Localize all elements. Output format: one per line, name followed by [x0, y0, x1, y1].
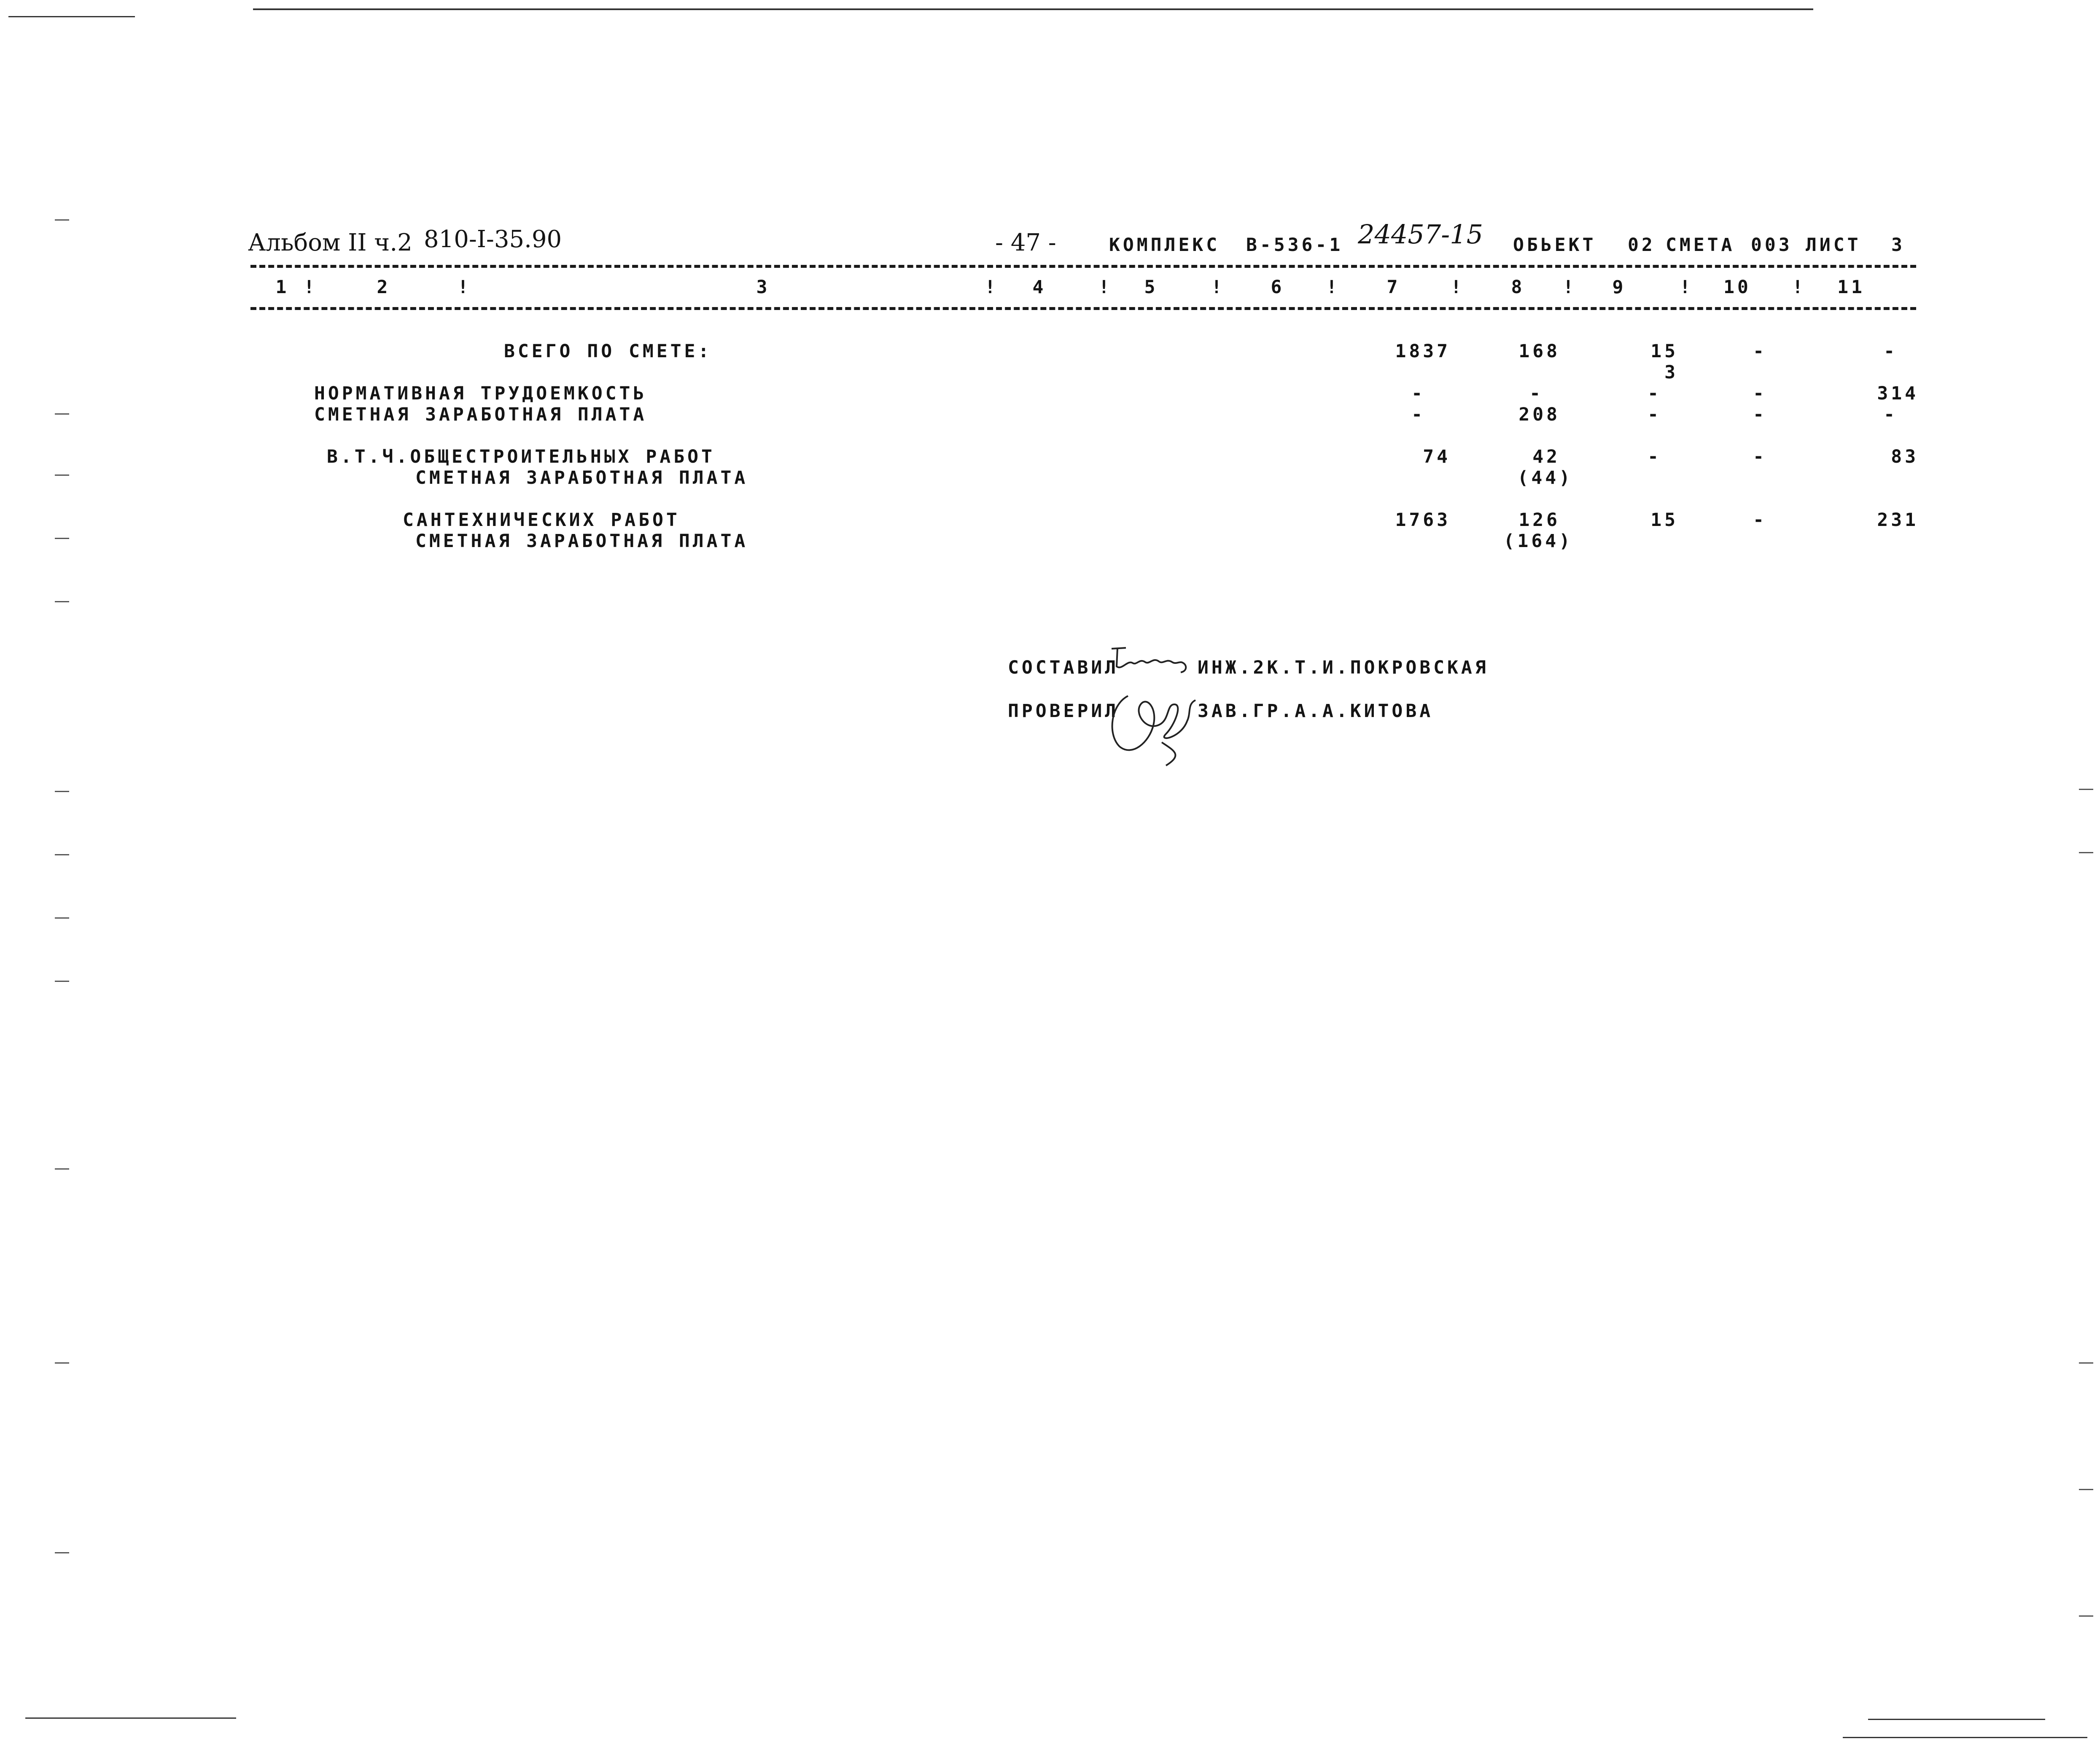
- complex-code: В-536-1: [1246, 235, 1343, 256]
- compiled-by: ИНЖ.2К.Т.И.ПОКРОВСКАЯ: [1198, 657, 1489, 678]
- margin-tick: [55, 1168, 69, 1170]
- row-wages-label: СМЕТНАЯ ЗАРАБОТНАЯ ПЛАТА: [314, 404, 647, 425]
- top-left-scan-rule: [8, 16, 135, 17]
- row-general-col8: 42: [1532, 446, 1560, 467]
- row-labor-label: НОРМАТИВНАЯ ТРУДОЕМКОСТЬ: [314, 383, 647, 404]
- row-labor-col9: -: [1648, 383, 1661, 404]
- row-general-col11: 83: [1891, 446, 1919, 467]
- series-number: 810-I-35.90: [424, 226, 562, 253]
- row-labor-col7: -: [1411, 383, 1425, 404]
- checked-label: ПРОВЕРИЛ: [1008, 701, 1119, 722]
- row-plumbing-col11: 231: [1877, 510, 1919, 531]
- bottom-right-scan-rule-2: [1868, 1719, 2045, 1720]
- estimate-number: 003: [1751, 235, 1793, 256]
- row-wages-col9: -: [1648, 404, 1661, 425]
- row-total-col11: -: [1884, 341, 1898, 362]
- col-separator: !: [1098, 277, 1112, 298]
- row-plumbing-col10: -: [1753, 510, 1767, 531]
- row-wages-col8: 208: [1518, 404, 1560, 425]
- row-plumbing-wages-col8: (164): [1503, 531, 1573, 552]
- row-labor-col11: 314: [1877, 383, 1919, 404]
- row-plumbing-label: САНТЕХНИЧЕСКИХ РАБОТ: [403, 510, 680, 531]
- row-wages-col10: -: [1753, 404, 1767, 425]
- checked-signature: [1103, 679, 1204, 768]
- handwritten-number: 24457-15: [1358, 219, 1483, 250]
- col-header-1: 1: [275, 277, 290, 298]
- row-general-col7: 74: [1423, 446, 1451, 467]
- margin-tick: [2079, 1362, 2093, 1364]
- album-title: Альбом II ч.2: [248, 229, 412, 256]
- margin-tick: [2079, 1615, 2093, 1617]
- col-separator: !: [458, 277, 471, 298]
- row-total-col8: 168: [1518, 341, 1560, 362]
- margin-tick: [55, 917, 69, 919]
- margin-tick: [55, 981, 69, 982]
- row-plumbing-col9: 15: [1650, 510, 1678, 531]
- row-wages-col7: -: [1411, 404, 1425, 425]
- col-header-6: 6: [1271, 277, 1285, 298]
- margin-tick: [2079, 852, 2093, 853]
- col-header-8: 8: [1511, 277, 1525, 298]
- margin-tick: [55, 601, 69, 602]
- row-general-label: В.Т.Ч.ОБЩЕСТРОИТЕЛЬНЫХ РАБОТ: [327, 446, 715, 467]
- col-separator: !: [1792, 277, 1806, 298]
- margin-tick: [55, 219, 69, 221]
- compiled-label: СОСТАВИЛ: [1008, 657, 1119, 678]
- row-total-col7: 1837: [1395, 341, 1451, 362]
- col-header-4: 4: [1032, 277, 1047, 298]
- row-total-col9-second-line: 3: [1664, 362, 1678, 383]
- header-rule-top: [250, 265, 1916, 268]
- col-separator: !: [1680, 277, 1693, 298]
- margin-tick: [55, 538, 69, 539]
- col-header-5: 5: [1144, 277, 1158, 298]
- page-number: - 47 -: [995, 229, 1056, 256]
- margin-tick: [55, 854, 69, 855]
- col-separator: !: [1326, 277, 1340, 298]
- margin-tick: [55, 1362, 69, 1364]
- col-header-10: 10: [1723, 277, 1751, 298]
- col-header-9: 9: [1612, 277, 1626, 298]
- row-plumbing-wages-label: СМЕТНАЯ ЗАРАБОТНАЯ ПЛАТА: [415, 531, 748, 552]
- margin-tick: [55, 474, 69, 476]
- margin-tick: [55, 791, 69, 792]
- row-general-col10: -: [1753, 446, 1767, 467]
- estimate-label: СМЕТА: [1666, 235, 1735, 256]
- row-total-col10: -: [1753, 341, 1767, 362]
- col-header-7: 7: [1387, 277, 1401, 298]
- col-separator: !: [985, 277, 999, 298]
- row-total-col9: 15: [1650, 341, 1678, 362]
- row-plumbing-col8: 126: [1518, 510, 1560, 531]
- top-scan-rule: [253, 8, 1813, 10]
- sheet-number: 3: [1891, 235, 1905, 256]
- col-header-11: 11: [1837, 277, 1865, 298]
- row-labor-col8: -: [1529, 383, 1543, 404]
- checked-by: ЗАВ.ГР.А.А.КИТОВА: [1198, 701, 1434, 722]
- col-header-2: 2: [377, 277, 391, 298]
- compiled-signature: [1109, 641, 1198, 679]
- row-labor-col10: -: [1753, 383, 1767, 404]
- col-separator: !: [1211, 277, 1225, 298]
- row-wages-col11: -: [1884, 404, 1898, 425]
- row-plumbing-col7: 1763: [1395, 510, 1451, 531]
- bottom-right-scan-rule: [1843, 1737, 2087, 1738]
- sheet-label: ЛИСТ: [1806, 235, 1861, 256]
- col-separator: !: [1563, 277, 1577, 298]
- margin-tick: [2079, 1489, 2093, 1490]
- object-label: ОБЬЕКТ: [1513, 235, 1597, 256]
- bottom-scan-rule: [25, 1717, 236, 1719]
- margin-tick: [2079, 789, 2093, 790]
- row-general-wages-col8: (44): [1517, 467, 1573, 488]
- complex-label: КОМПЛЕКС: [1109, 235, 1220, 256]
- col-header-3: 3: [756, 277, 770, 298]
- row-total-label: ВСЕГО ПО СМЕТЕ:: [504, 341, 712, 362]
- margin-tick: [55, 1552, 69, 1553]
- col-separator: !: [1451, 277, 1465, 298]
- header-rule-bottom: [250, 307, 1916, 310]
- col-separator: !: [304, 277, 318, 298]
- object-number: 02: [1628, 235, 1656, 256]
- margin-tick: [55, 413, 69, 415]
- row-general-col9: -: [1648, 446, 1661, 467]
- row-general-wages-label: СМЕТНАЯ ЗАРАБОТНАЯ ПЛАТА: [415, 467, 748, 488]
